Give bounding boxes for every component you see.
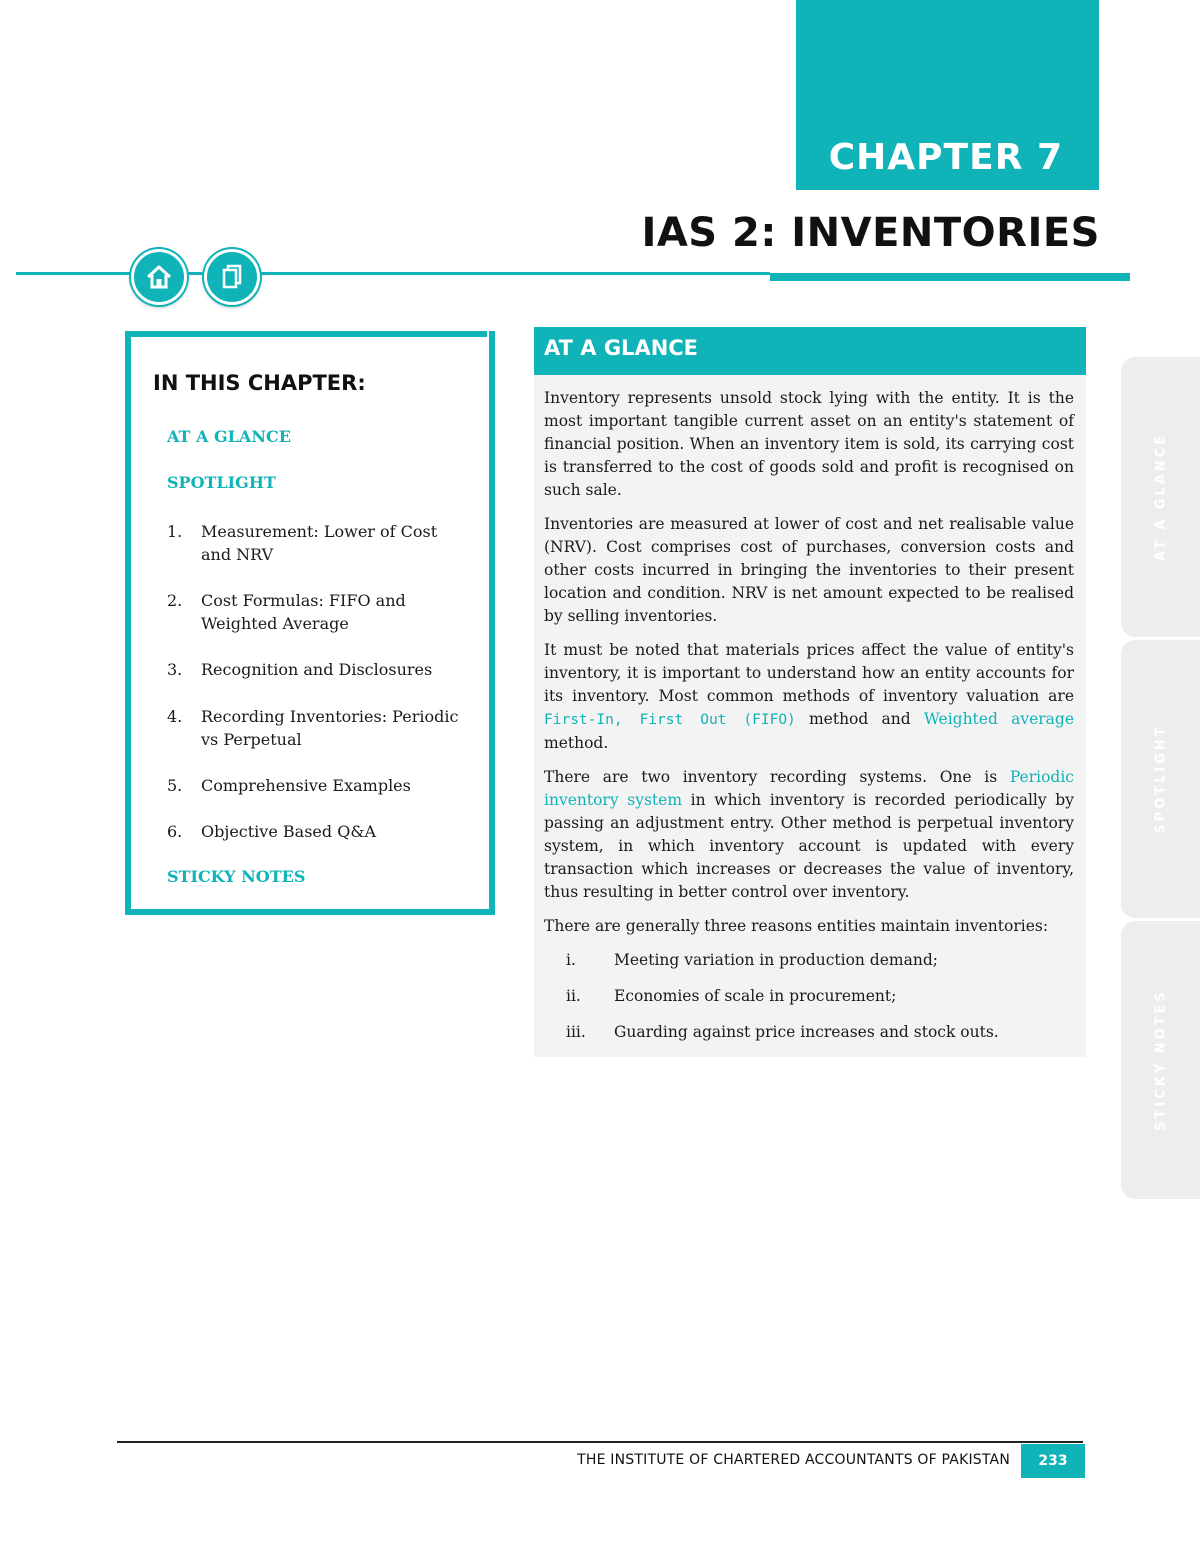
contents-heading: IN THIS CHAPTER:	[153, 371, 366, 395]
toc-link-at-a-glance[interactable]: AT A GLANCE	[167, 427, 291, 446]
at-a-glance-header	[534, 327, 1086, 375]
page-number: 233	[1021, 1444, 1085, 1478]
list-item	[544, 985, 1074, 1008]
toc-item-label: Measurement: Lower of Cost and NRV	[201, 522, 438, 564]
side-tab-label: STICKY NOTES	[1153, 989, 1168, 1131]
at-a-glance-body	[544, 387, 1074, 1057]
toc-item[interactable]	[167, 520, 477, 566]
document-button[interactable]	[204, 249, 260, 305]
footer-rule	[117, 1441, 1083, 1443]
home-icon	[144, 262, 174, 292]
toc-item[interactable]	[167, 658, 477, 681]
toc-item-number: 6.	[167, 822, 183, 841]
toc-item-label: Cost Formulas: FIFO and Weighted Average	[201, 591, 406, 633]
list-item-text: Economies of scale in procurement;	[614, 987, 897, 1005]
toc-item-label: Comprehensive Examples	[201, 776, 411, 795]
footer-institute: THE INSTITUTE OF CHARTERED ACCOUNTANTS OF PAKISTAN	[577, 1452, 1010, 1468]
toc-item-number: 5.	[167, 776, 183, 795]
text: in which inventory is recorded periodically by passing an adjustment entry. Other method is perpetual inventory system, in which inventory account is updated with every transaction which increases or decreases the value of inventory, thus resulting in better control over inventory.	[544, 791, 1074, 901]
toc-item[interactable]	[167, 589, 477, 635]
list-item-text: Meeting variation in production demand;	[614, 951, 938, 969]
paragraph	[544, 766, 1074, 904]
title-rule-thick	[770, 273, 1130, 281]
paragraph: There are generally three reasons entities maintain inventories:	[544, 917, 1049, 935]
weighted-average-link[interactable]: Weighted average	[923, 710, 1074, 728]
toc-item-label: Objective Based Q&A	[201, 822, 377, 841]
periodic-inventory-link[interactable]: Periodic inventory system	[544, 768, 1074, 809]
fifo-link[interactable]: First-In, First Out (FIFO)	[544, 712, 796, 728]
list-item-number: iii.	[566, 1023, 586, 1041]
text: method.	[544, 734, 609, 752]
chapter-contents-box	[125, 331, 495, 915]
side-tab-at-a-glance[interactable]	[1121, 357, 1200, 637]
toc-link-spotlight[interactable]: SPOTLIGHT	[167, 473, 276, 492]
text: method and	[795, 710, 924, 728]
toc-item-number: 2.	[167, 591, 183, 610]
side-tab-label: AT A GLANCE	[1153, 432, 1168, 562]
toc-item[interactable]	[167, 820, 477, 843]
list-item-text: Guarding against price increases and stock outs.	[614, 1023, 999, 1041]
chapter-title: IAS 2: INVENTORIES	[641, 210, 1100, 256]
side-tab-label: SPOTLIGHT	[1153, 724, 1168, 834]
toc-link-sticky-notes[interactable]: STICKY NOTES	[167, 867, 306, 886]
paragraph	[544, 639, 1074, 755]
text: There are two inventory recording systems. One is	[544, 768, 1010, 786]
toc-item[interactable]	[167, 705, 477, 751]
toc-item-label: Recognition and Disclosures	[201, 660, 433, 679]
toc-item-label: Recording Inventories: Periodic vs Perpetual	[201, 707, 459, 749]
list-item-number: i.	[566, 951, 576, 969]
at-a-glance-title: AT A GLANCE	[544, 336, 699, 360]
toc-item-number: 4.	[167, 707, 183, 726]
list-item-number: ii.	[566, 987, 581, 1005]
chapter-label: CHAPTER 7	[828, 137, 1063, 178]
list-item	[544, 949, 1074, 972]
chapter-banner	[796, 0, 1099, 190]
text: It must be noted that materials prices affect the value of entity's inventory, it is important to understand how an entity accounts for its inventory. Most common methods of inventory valuation are	[544, 641, 1074, 705]
paragraph: Inventories are measured at lower of cost and net realisable value (NRV). Cost comprises cost of purchases, conversion costs and other costs incurred in bringing the inventories to their present location and condition. NRV is net amount expected to be realised by selling inventories.	[544, 515, 1074, 625]
at-a-glance-panel	[534, 327, 1086, 1057]
side-tab-sticky-notes[interactable]	[1121, 921, 1200, 1199]
title-rule	[16, 272, 770, 275]
home-button[interactable]	[131, 249, 187, 305]
paragraph: Inventory represents unsold stock lying with the entity. It is the most important tangible current asset on an entity's statement of financial position. When an inventory item is sold, its carrying cost is transferred to the cost of goods sold and profit is recognised on such sale.	[544, 389, 1074, 499]
list-item	[544, 1021, 1074, 1044]
toc-item[interactable]	[167, 774, 477, 797]
document-icon	[217, 262, 247, 292]
toc-item-number: 1.	[167, 522, 183, 541]
side-tab-spotlight[interactable]	[1121, 640, 1200, 918]
toc-item-number: 3.	[167, 660, 183, 679]
